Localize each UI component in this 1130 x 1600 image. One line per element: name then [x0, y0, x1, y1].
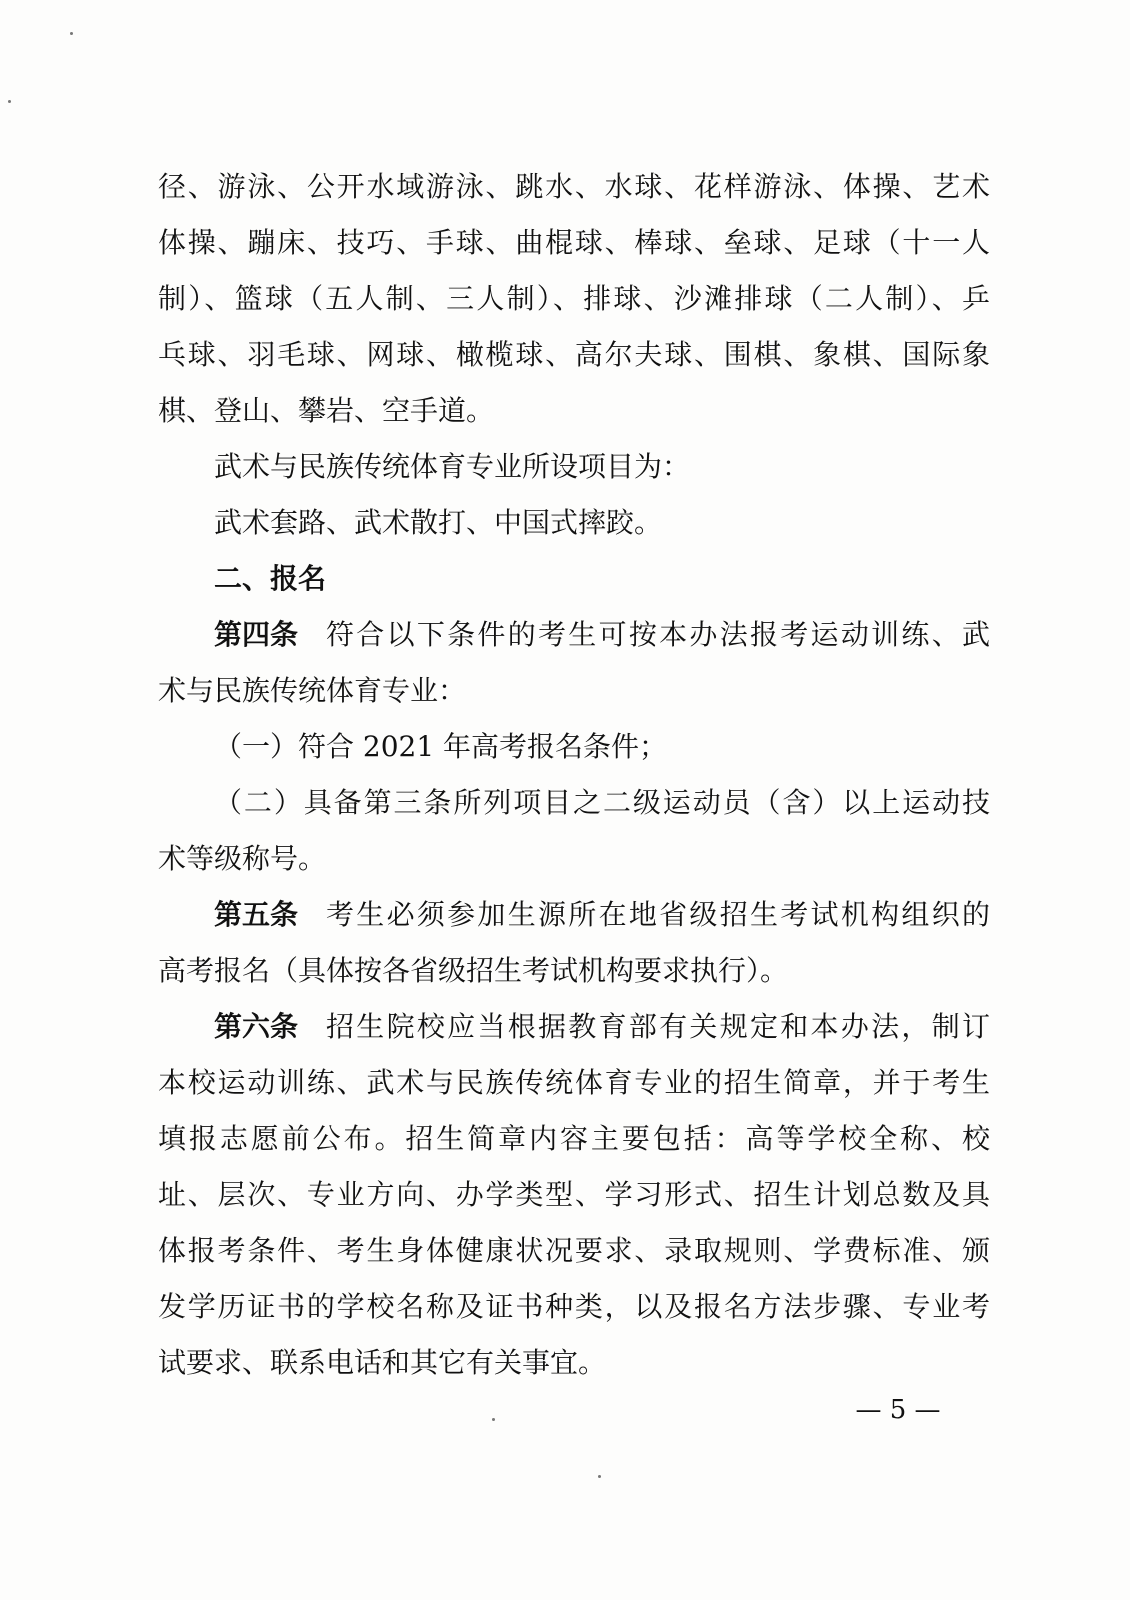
- text-line: （二）具备第三条所列项目之二级运动员（含）以上运动技: [214, 786, 990, 819]
- text-line: 高考报名（具体按各省级招生考试机构要求执行）。: [158, 954, 789, 987]
- text-line: 制）、篮球（五人制、三人制）、排球、沙滩排球（二人制）、乒: [158, 282, 990, 315]
- text-line: 本校运动训练、武术与民族传统体育专业的招生简章，并于考生: [158, 1066, 990, 1099]
- text-line: 术等级称号。: [158, 842, 327, 875]
- article-title: [214, 1005, 298, 1049]
- text-line: 术与民族传统体育专业：: [158, 674, 467, 707]
- article-title: [214, 893, 298, 937]
- text-line: 乓球、羽毛球、网球、橄榄球、高尔夫球、围棋、象棋、国际象: [158, 338, 990, 371]
- scan-speck: [70, 32, 73, 35]
- text-line: 体报考条件、考生身体健康状况要求、录取规则、学费标准、颁: [158, 1234, 990, 1267]
- article-label: 第五条: [214, 898, 299, 931]
- scan-speck: [8, 100, 11, 103]
- page-number: — 5 —: [855, 1395, 941, 1425]
- article-label: 第六条: [214, 1010, 299, 1043]
- article-label: 第四条: [214, 618, 299, 651]
- text-line: 考生必须参加生源所在地省级招生考试机构组织的: [326, 898, 990, 931]
- text-line: 棋、登山、攀岩、空手道。: [158, 394, 495, 427]
- text-line: 址、层次、专业方向、办学类型、学习形式、招生计划总数及具: [158, 1178, 990, 1211]
- text-line: 符合以下条件的考生可按本办法报考运动训练、武: [326, 618, 990, 651]
- text-line: 体操、蹦床、技巧、手球、曲棍球、棒球、垒球、足球（十一人: [158, 226, 990, 259]
- text-line: 武术套路、武术散打、中国式摔跤。: [214, 506, 663, 539]
- text-line: 招生院校应当根据教育部有关规定和本办法，制订: [326, 1010, 990, 1043]
- text-line: （一）符合 2021 年高考报名条件；: [214, 730, 668, 763]
- scan-speck: [598, 1475, 601, 1478]
- text-line: 填报志愿前公布。招生简章内容主要包括：高等学校全称、校: [158, 1122, 990, 1155]
- text-line: 试要求、联系电话和其它有关事宜。: [158, 1346, 607, 1379]
- section-heading: 二、报名: [214, 562, 327, 595]
- article-title: [214, 613, 298, 657]
- text-line: 发学历证书的学校名称及证书种类，以及报名方法步骤、专业考: [158, 1290, 990, 1323]
- text-line: 武术与民族传统体育专业所设项目为：: [214, 450, 691, 483]
- text-line: 径、游泳、公开水域游泳、跳水、水球、花样游泳、体操、艺术: [158, 170, 990, 203]
- scan-speck: [492, 1418, 495, 1421]
